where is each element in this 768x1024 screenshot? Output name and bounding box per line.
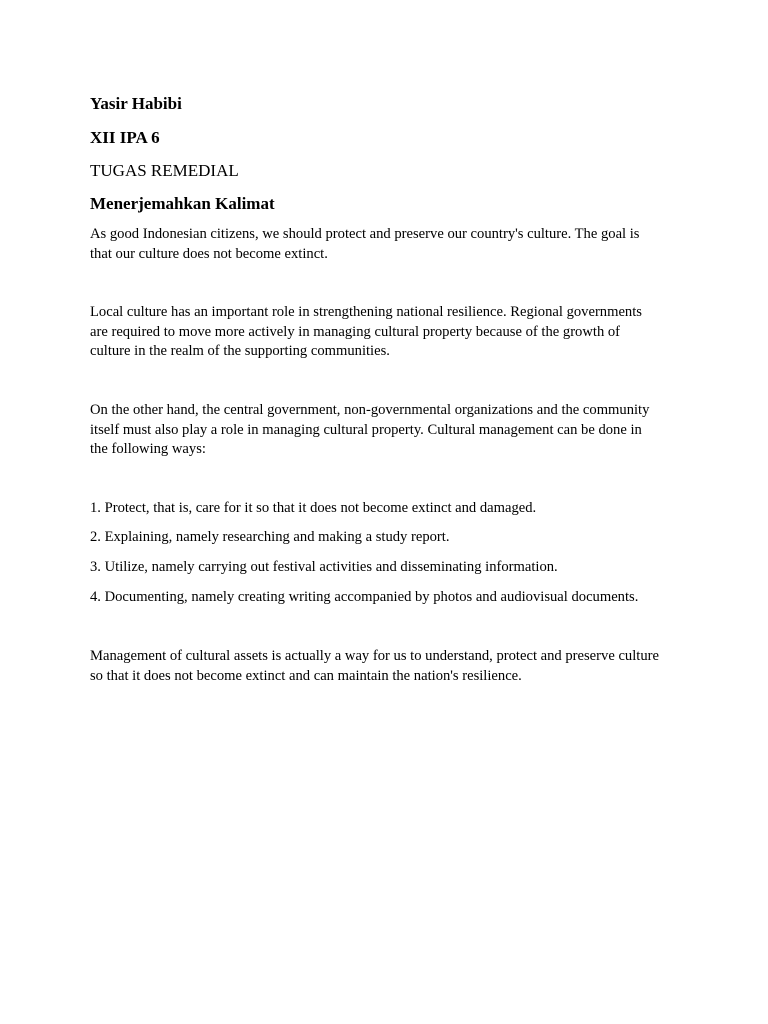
paragraph-line: As good Indonesian citizens, we should protect and preserve our country's culture. The goal is [90,226,640,242]
paragraph-line: that our culture does not become extinct. [90,245,328,262]
paragraph-line: Local culture has an important role in strengthening national resilience. Regional governments [90,304,642,320]
list-item: 3. Utilize, namely carrying out festival activities and disseminating information. [90,559,558,575]
assignment-subtitle: Menerjemahkan Kalimat [90,194,275,213]
paragraph-1 [90,225,690,264]
list-item: 2. Explaining, namely researching and making a study report. [90,529,450,545]
student-name: Yasir Habibi [90,94,182,113]
paragraph-line: so that it does not become extinct and can maintain the nation's resilience. [90,667,522,684]
paragraph-line: are required to move more actively in managing cultural property because of the growth of [90,323,621,340]
paragraph-line: Management of cultural assets is actually a way for us to understand, protect and preserve culture [90,648,659,664]
closing-paragraph [90,647,690,686]
student-class: XII IPA 6 [90,128,160,147]
paragraph-2 [90,303,690,362]
list-item: 1. Protect, that is, care for it so that it does not become extinct and damaged. [90,500,537,516]
paragraph-3 [90,401,690,460]
paragraph-line: itself must also play a role in managing cultural property. Cultural management can be done in [90,421,642,438]
paragraph-line: culture in the realm of the supporting communities. [90,343,390,359]
assignment-title: TUGAS REMEDIAL [90,161,239,180]
list-item: 4. Documenting, namely creating writing accompanied by photos and audiovisual documents. [90,589,639,605]
paragraph-line: the following ways: [90,441,206,457]
paragraph-line: On the other hand, the central government, non-governmental organizations and the community [90,402,650,418]
